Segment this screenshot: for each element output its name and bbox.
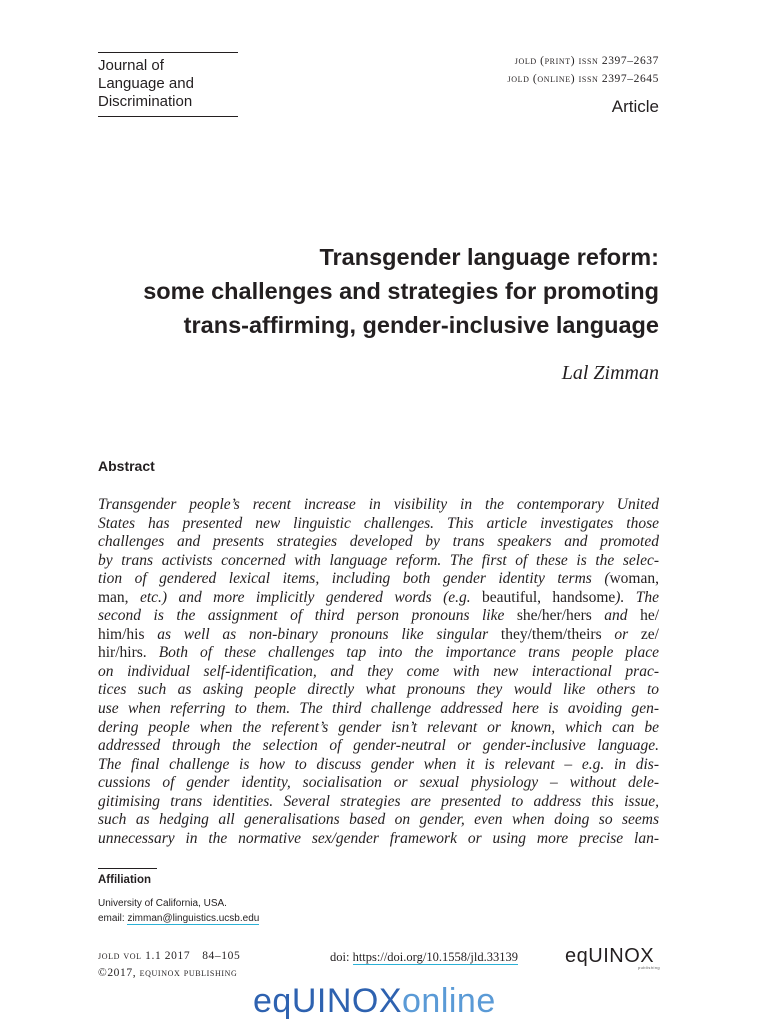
doi-label: doi:: [330, 950, 353, 964]
volume-text: jold vol 1.1 2017: [98, 950, 191, 962]
journal-name: [98, 53, 238, 116]
abstract-segment: addressed through the selection of gender-neutral or gender-inclusive language.: [98, 737, 659, 755]
author-name: Lal Zimman: [561, 362, 659, 384]
abstract-segment: as well as non-binary pronouns like singular: [144, 625, 501, 643]
abstract-line: [98, 589, 659, 608]
abstract-segment: him/his: [98, 625, 145, 643]
abstract-segment: and: [591, 607, 641, 625]
abstract-segment: use when referring to them. The third challenge addressed here is avoiding gen-: [98, 700, 659, 718]
footer-doi: [330, 950, 518, 965]
abstract-segment: on individual self-identification, and they come with new interactional prac-: [98, 662, 659, 680]
article-title: [98, 240, 659, 342]
abstract-segment: ). The: [615, 588, 659, 606]
journal-name-line: Language and: [98, 75, 194, 92]
publisher-logo: [565, 946, 660, 972]
abstract-line: [98, 737, 659, 756]
doi-link[interactable]: https://doi.org/10.1558/jld.33139: [352, 950, 518, 964]
abstract-line: [98, 644, 659, 663]
affiliation-heading: Affiliation: [98, 874, 152, 886]
abstract-segment: Transgender people’s recent increase in visibility in the contemporary United: [98, 496, 659, 513]
title-line: Transgender language reform:: [319, 244, 659, 270]
abstract-line: [98, 756, 659, 775]
title-line: trans-affirming, gender-inclusive language: [183, 312, 659, 338]
abstract-body: [98, 496, 659, 848]
abstract-line: [98, 700, 659, 719]
abstract-heading: Abstract: [98, 458, 155, 474]
abstract-segment: hir/hirs.: [98, 644, 147, 662]
publisher-logo-tagline: publishing: [637, 965, 660, 970]
abstract-segment: he/: [640, 607, 659, 625]
abstract-segment: unnecessary in the normative sex/gender framework or using more precise lan-: [98, 829, 659, 847]
affiliation-rule: [98, 868, 157, 869]
abstract-segment: gitimising trans identities. Several strategies are presented to address this issue,: [98, 792, 659, 810]
abstract-segment: beautiful, handsome: [482, 588, 616, 606]
abstract-line: [98, 533, 659, 552]
abstract-segment: man,: [98, 588, 129, 606]
email-label: email:: [98, 913, 128, 924]
logo-equinox-part: eqUINOX: [253, 982, 402, 1020]
abstract-segment: they/them/theirs: [500, 625, 602, 643]
abstract-line: [98, 552, 659, 571]
abstract-segment: second is the assignment of third person pronouns like: [98, 607, 517, 625]
abstract-line: [98, 607, 659, 626]
abstract-line: [98, 515, 659, 534]
publisher-logo-word: eqUINOX: [565, 945, 655, 967]
abstract-segment: tion of gendered lexical items, including both gender identity terms (: [98, 570, 610, 588]
abstract-line: [98, 681, 659, 700]
abstract-segment: dering people when the referent’s gender isn’t relevant or known, which can be: [98, 718, 659, 736]
journal-name-line: Journal of: [98, 57, 164, 74]
journal-bottom-rule: [98, 116, 238, 117]
abstract-segment: etc.) and more implicitly gendered words (e.g.: [128, 588, 483, 606]
abstract-segment: woman,: [609, 570, 659, 588]
footer-volume: [98, 950, 240, 962]
abstract-segment: States has presented new linguistic challenges. This article investigates those: [98, 514, 659, 532]
abstract-segment: ze/: [640, 625, 659, 643]
footer-copyright: ©2017, equinox publishing: [98, 967, 238, 979]
abstract-segment: The final challenge is how to discuss gender when it is relevant – e.g. in dis-: [98, 755, 659, 773]
abstract-segment: she/her/hers: [516, 607, 592, 625]
abstract-line: [98, 811, 659, 830]
equinox-online-logo: [253, 983, 496, 1019]
affiliation-institution: University of California, USA.: [98, 898, 227, 909]
page-range: 84–105: [202, 950, 241, 962]
abstract-line: [98, 626, 659, 645]
email-link[interactable]: zimman@linguistics.ucsb.edu: [127, 913, 260, 924]
abstract-line: [98, 570, 659, 589]
abstract-line: [98, 774, 659, 793]
abstract-line: [98, 793, 659, 812]
abstract-line: [98, 496, 659, 515]
article-type-label: Article: [611, 97, 659, 116]
issn-online: jold (online) issn 2397–2645: [507, 73, 659, 85]
journal-name-line: Discrimination: [98, 93, 193, 110]
issn-print: jold (print) issn 2397–2637: [514, 55, 659, 67]
abstract-segment: Both of these challenges tap into the importance trans people place: [146, 644, 659, 662]
abstract-line: [98, 830, 659, 849]
issn-block: [508, 52, 660, 88]
journal-block: [98, 52, 238, 117]
abstract-segment: challenges and presents strategies developed by trans speakers and promoted: [98, 533, 659, 551]
abstract-line: [98, 663, 659, 682]
abstract-segment: by trans activists concerned with language reform. The first of these is the selec-: [98, 551, 659, 569]
title-line: some challenges and strategies for promoting: [143, 278, 659, 304]
abstract-line: [98, 719, 659, 738]
logo-online-part: online: [402, 982, 496, 1020]
abstract-segment: cussions of gender identity, socialisation or sexual physiology – without dele-: [98, 774, 659, 792]
abstract-segment: such as hedging all generalisations based on gender, even when doing so seems: [98, 811, 659, 829]
abstract-segment: tices such as asking people directly what pronouns they would like others to: [98, 681, 659, 699]
affiliation-email: [98, 913, 259, 924]
abstract-segment: or: [601, 625, 641, 643]
